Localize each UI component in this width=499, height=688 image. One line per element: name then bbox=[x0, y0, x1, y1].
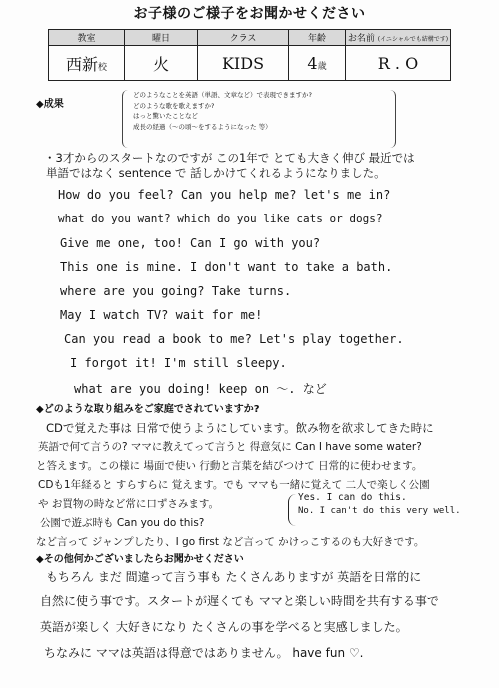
handwritten-line: 英語が楽しく 大好きになり たくさんの事を学べると実感しました。 bbox=[40, 620, 408, 634]
handwritten-line: ・3才からのスタートなのですが この1年で とても大きく伸び 最近では bbox=[44, 151, 415, 165]
side-note: Yes. I can do this. bbox=[298, 492, 407, 503]
guide-line: どのようなことを英語（単語、文章など）で表現できますか? bbox=[133, 91, 312, 99]
handwritten-line: what are you doing! keep on 〜. など bbox=[74, 382, 327, 396]
handwritten-line: what do you want? which do you like cats or dogs? bbox=[58, 212, 383, 225]
guide-line: 成長の経過（〜の頃〜をするようになった 等） bbox=[133, 122, 272, 131]
section-heading-home-practice: ◆どのような取り組みをご家庭でされていますか? bbox=[36, 404, 260, 415]
value-day: 火 bbox=[125, 46, 198, 81]
handwritten-line: where are you going? Take turns. bbox=[60, 284, 292, 298]
handwritten-line: CDも1年経ると すらすらに 覚えます。でも ママも一緒に覚えて 二人で楽しく公園 bbox=[38, 479, 430, 491]
handwritten-line: May I watch TV? wait for me! bbox=[60, 308, 263, 322]
handwritten-line: This one is mine. I don't want to take a bath. bbox=[60, 260, 393, 274]
header-age: 年齢 bbox=[289, 30, 346, 46]
page-title: お子様のご様子をお聞かせください bbox=[133, 6, 366, 22]
section-heading-other: ◆その他何かございましたらお聞かせください bbox=[36, 554, 244, 565]
handwritten-line: 公園で遊ぶ時も Can you do this? bbox=[40, 517, 205, 529]
guide-box bbox=[122, 90, 396, 148]
handwritten-line: 単語ではなく sentence で 話しかけてくれるようになりました。 bbox=[46, 166, 386, 180]
value-class: KIDS bbox=[198, 46, 289, 81]
handwritten-line: Can you read a book to me? Let's play together. bbox=[64, 332, 404, 346]
side-note: No. I can't do this very well. bbox=[298, 506, 461, 516]
handwritten-line: Give me one, too! Can I go with you? bbox=[60, 236, 321, 250]
handwritten-line: CDで覚えた事は 日常で使うようにしています。飲み物を欲求してきた時に bbox=[46, 421, 434, 435]
handwritten-line: 自然に使う事です。スタートが遅くても ママと楽しい時間を共有する事で bbox=[40, 594, 439, 608]
value-age: 4歳 bbox=[289, 46, 346, 81]
value-name: R . O bbox=[346, 46, 451, 81]
handwritten-line: 英語で何て言うの? ママに教えてって言うと 得意気に Can I have some water? bbox=[38, 441, 422, 453]
guide-line: どのような歌を歌えますか? bbox=[133, 101, 215, 110]
header-classroom: 教室 bbox=[49, 30, 125, 46]
value-classroom: 西新校 bbox=[49, 46, 125, 81]
header-day: 曜日 bbox=[125, 30, 198, 46]
handwritten-line: と答えます。この様に 場面で使い 行動と言葉を結びつけて 日常的に使わせます。 bbox=[36, 460, 423, 472]
handwritten-line: How do you feel? Can you help me? let's me in? bbox=[58, 188, 391, 202]
header-name: お名前 (イニシャルでも結構です) bbox=[346, 30, 451, 46]
handwritten-line: や お買物の時など常に口ずさみます。 bbox=[38, 498, 219, 510]
handwritten-line: I forgot it! I'm still sleepy. bbox=[70, 356, 287, 370]
handwritten-line: もちろん まだ 間違って言う事も たくさんありますが 英語を日常的に bbox=[46, 570, 422, 584]
guide-line: はっと驚いたことなど bbox=[133, 112, 198, 120]
handwritten-line: ちなみに ママは英語は得意ではありません。 have fun ♡. bbox=[44, 646, 364, 660]
handwritten-line: など言って ジャンプしたり、I go first など言って かけっこするのも大好きです。 bbox=[36, 536, 425, 548]
info-table bbox=[48, 29, 451, 81]
name-note: (イニシャルでも結構です) bbox=[377, 36, 449, 43]
section-heading-results: ◆成果 bbox=[36, 99, 64, 110]
header-class: クラス bbox=[198, 30, 289, 46]
